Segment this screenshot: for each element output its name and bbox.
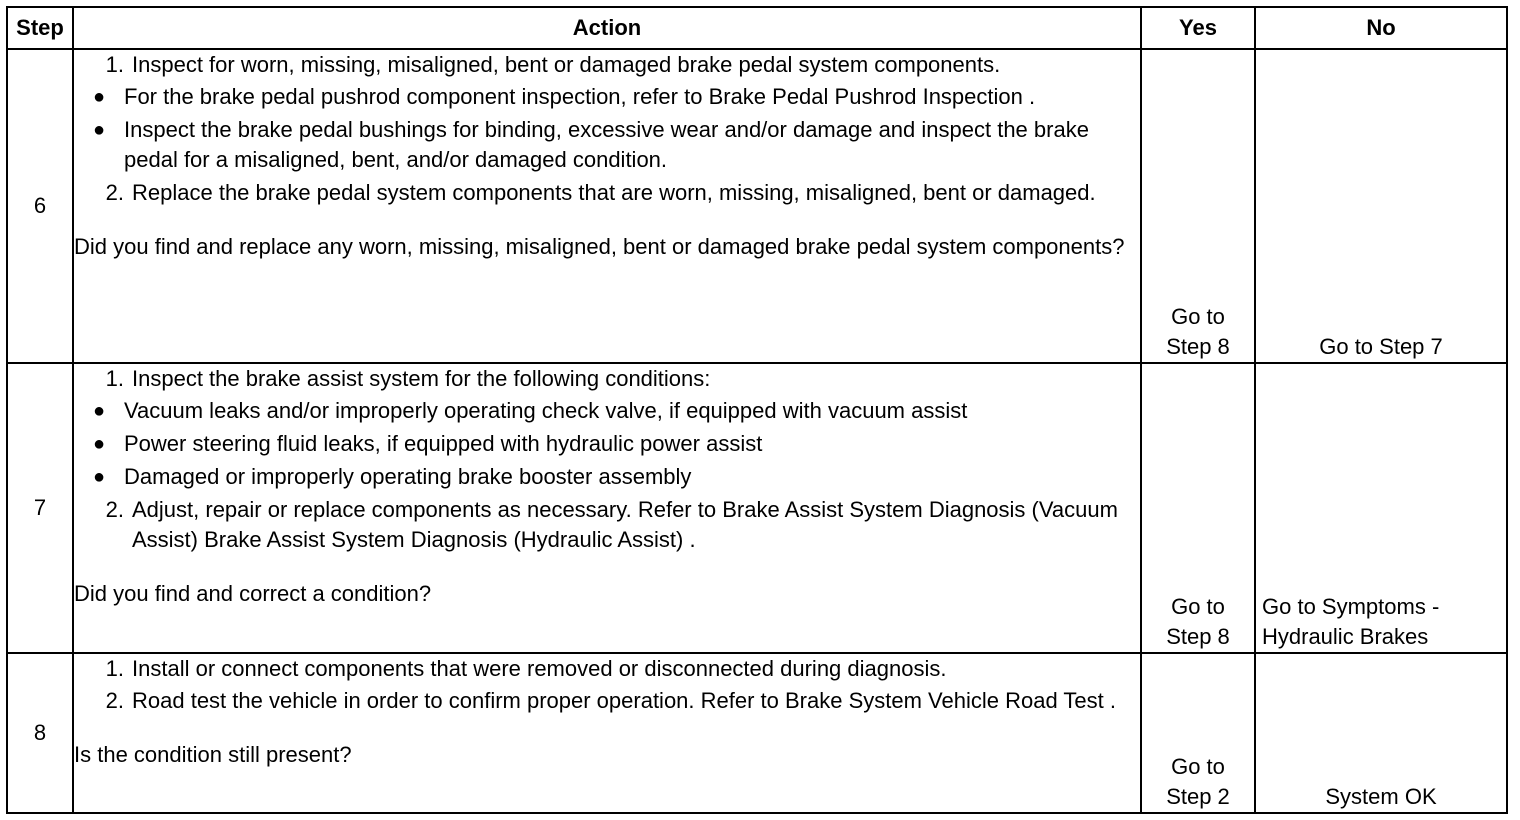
item-number: 1.	[105, 52, 124, 77]
bullet-item	[74, 396, 1140, 426]
no-cell	[1255, 363, 1507, 653]
no-link[interactable]: Go to Step 7	[1319, 334, 1443, 359]
question-text: Did you find and replace any worn, missing, misaligned, bent or damaged brake pedal system components?	[74, 234, 1125, 259]
header-action: Action	[73, 7, 1141, 49]
no-link[interactable]: Go to Symptoms - Hydraulic Brakes	[1262, 594, 1440, 649]
bullet-item	[74, 82, 1140, 112]
bullet-item	[74, 429, 1140, 459]
table-row	[7, 49, 1507, 363]
bullet-icon: ●	[92, 400, 106, 422]
item-text: Install or connect components that were removed or disconnected during diagnosis.	[132, 656, 947, 681]
item-number: 2.	[105, 688, 124, 713]
bullet-icon: ●	[92, 86, 106, 108]
table-row	[7, 653, 1507, 813]
header-row	[7, 7, 1507, 49]
yes-link[interactable]: Go to Step 8	[1166, 304, 1230, 359]
bullet-text: Damaged or improperly operating brake booster assembly	[124, 464, 692, 489]
list-item	[74, 50, 1140, 80]
item-text: Replace the brake pedal system components that are worn, missing, misaligned, bent or damaged.	[132, 180, 1096, 205]
list-item	[74, 495, 1140, 555]
header-no: No	[1255, 7, 1507, 49]
yes-cell	[1141, 363, 1255, 653]
item-number: 1.	[105, 656, 124, 681]
question-text: Did you find and correct a condition?	[74, 581, 432, 606]
item-number: 2.	[105, 497, 124, 522]
list-item	[74, 686, 1140, 716]
action-cell	[73, 49, 1141, 363]
yes-link[interactable]: Go to Step 2	[1166, 754, 1230, 809]
header-step: Step	[7, 7, 73, 49]
item-text: Inspect for worn, missing, misaligned, bent or damaged brake pedal system components.	[132, 52, 1001, 77]
bullet-item	[74, 462, 1140, 492]
bullet-text: Vacuum leaks and/or improperly operating check valve, if equipped with vacuum assist	[124, 398, 968, 423]
yes-cell	[1141, 49, 1255, 363]
no-cell	[1255, 653, 1507, 813]
step-number: 8	[7, 653, 73, 813]
bullet-text: Power steering fluid leaks, if equipped with hydraulic power assist	[124, 431, 763, 456]
list-item	[74, 364, 1140, 394]
table-row	[7, 363, 1507, 653]
item-text: Road test the vehicle in order to confirm proper operation. Refer to Brake System Vehicle Road Test .	[132, 688, 1116, 713]
step-number: 7	[7, 363, 73, 653]
yes-cell	[1141, 653, 1255, 813]
no-link[interactable]: System OK	[1325, 784, 1437, 809]
bullet-item	[74, 115, 1140, 175]
bullet-icon: ●	[92, 119, 106, 141]
item-text: Inspect the brake assist system for the following conditions:	[132, 366, 711, 391]
item-number: 2.	[105, 180, 124, 205]
bullet-text: For the brake pedal pushrod component inspection, refer to Brake Pedal Pushrod Inspection .	[124, 84, 1036, 109]
diagnostic-table	[6, 6, 1508, 814]
no-cell	[1255, 49, 1507, 363]
action-cell	[73, 653, 1141, 813]
bullet-icon: ●	[92, 433, 106, 455]
action-cell	[73, 363, 1141, 653]
step-number: 6	[7, 49, 73, 363]
item-text: Adjust, repair or replace components as necessary. Refer to Brake Assist System Diagnosis (Vacuum Assist) Brake Assist System Diagnosis (Hydraulic Assist) .	[132, 497, 1118, 552]
bullet-text: Inspect the brake pedal bushings for binding, excessive wear and/or damage and inspect the brake pedal for a misaligned, bent, and/or damaged condition.	[124, 117, 1089, 172]
item-number: 1.	[105, 366, 124, 391]
yes-link[interactable]: Go to Step 8	[1166, 594, 1230, 649]
bullet-icon: ●	[92, 466, 106, 488]
list-item	[74, 178, 1140, 208]
list-item	[74, 654, 1140, 684]
question-text: Is the condition still present?	[74, 742, 352, 767]
header-yes: Yes	[1141, 7, 1255, 49]
